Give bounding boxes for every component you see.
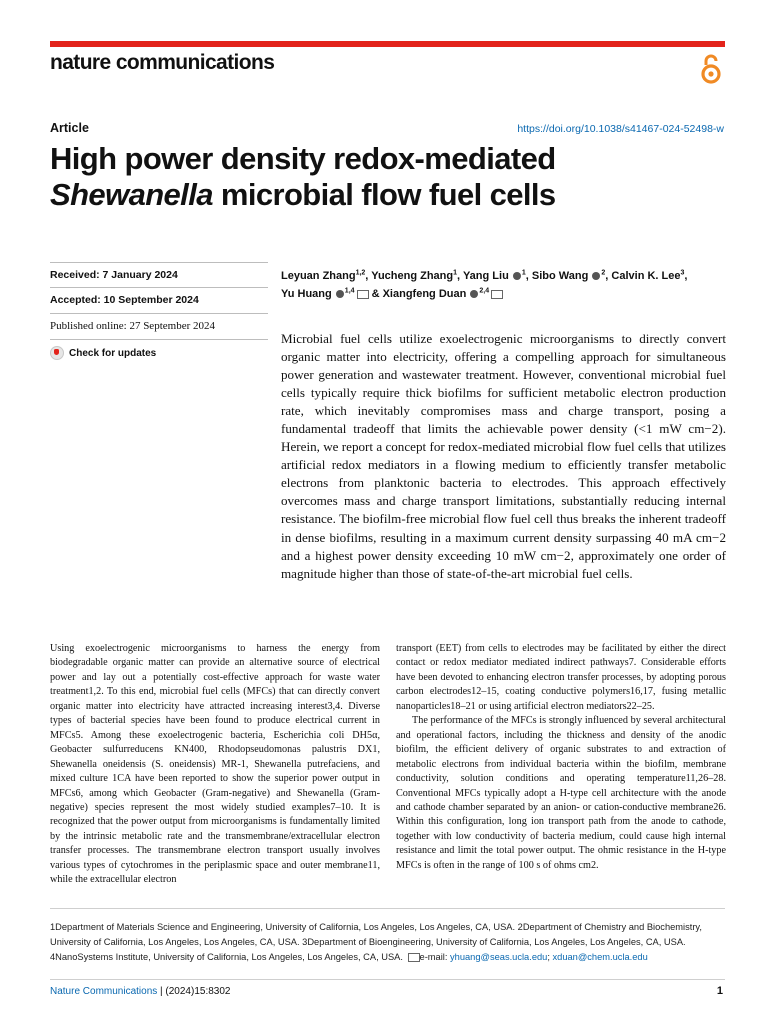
author-affil-sup: 2,4 (479, 287, 490, 295)
affiliation-line: 1Department of Materials Science and Engineering, University of California, Los Angeles, Los Angeles, CA, USA. 2Department of Chemistry and Biochemistry, (50, 922, 702, 932)
email-label: e-mail: (419, 952, 451, 962)
affiliation-divider (50, 908, 725, 909)
title-line-2 (50, 177, 730, 213)
author-affil-sup: 1 (453, 269, 458, 277)
meta-divider (50, 339, 268, 340)
footer-volume: | (2024)15:8302 (157, 986, 231, 997)
orcid-icon[interactable] (336, 290, 344, 298)
body-paragraph: Using exoelectrogenic microorganisms to harness the energy from biodegradable organic matter can provide an alternative source of electrical power and lay out a potentially cost-effective approach for waste water treatment1,2. To this end, microbial fuel cells (MFCs) that can directly convert organic matter into electricity have attracted increasing interest3,4. Diverse types of bacterial species have been found to produce electrical current in MFCs5. Among these exoelectrogenic bacteria, Escherichia coli DH5α, Geobacter sulfurreducens KN400, Rhodopseudomonas palustris DX1, Shewanella oneidensis (S. oneidensis) MR-1, Shewanella putrefaciens, and mixed culture 1CA have been reported to show the superior power output in MFCs6, among which Geobacter (Gram-negative) and Shewanella (Gram-negative) species represent the most widely studied examples7–10. It is recognized that the power output from microorganisms is fundamentally limited by the intrinsic metabolic rate and the transmembrane/extracellular electron transfer processes. The transmembrane electron transport usually involves various types of cytochromes in the periplasmic space and outer membrane11, while the extracellular electron (50, 643, 380, 886)
body-paragraph: transport (EET) from cells to electrodes may be facilitated by either the direct contact or redox mediator mediated indirect pathways7. Considerable efforts have been devoted to enhancing electron transfer processes, by adopting porous carbon electrodes12–15, coating conductive polymers16,17, fusing metallic nanoparticles18–21 or using artificial electron mediators22–25. (396, 643, 726, 712)
article-type-label: Article (50, 121, 89, 135)
page-number: 1 (716, 985, 723, 997)
author-affil-sup: 1,2 (355, 269, 366, 277)
open-access-icon[interactable] (700, 53, 722, 85)
affiliation-line: University of California, Los Angeles, Los Angeles, CA, USA. 3Department of Bioengineering, University of California, Los Angeles, Los Angeles, CA, USA. (50, 937, 686, 947)
crossmark-icon (50, 346, 64, 360)
meta-divider (50, 313, 268, 314)
orcid-icon[interactable] (513, 272, 521, 280)
accepted-date: Accepted: 10 September 2024 (50, 294, 199, 306)
email-separator: ; (547, 952, 553, 962)
author-affil-sup: 2 (601, 269, 606, 277)
email-icon[interactable] (357, 290, 369, 299)
affiliation-line (50, 950, 730, 965)
author-name[interactable]: Leyuan Zhang (281, 270, 356, 282)
body-paragraph: The performance of the MFCs is strongly influenced by several architectural and operational factors, including the thickness and density of the anodic biofilm, the efficient delivery of organic substrates to and extraction of metabolic electrons from individual bacteria within the biofilm, membrane conductivity, solution conditions and operating temperature11,26–28. Conventional MFCs typically adopt a H-type cell architecture with the anode and cathode chamber separated by an anion- or cation-conductive membrane26. Within this configuration, long ion transport path from the anode to cathode, together with low conductivity of bacteria medium, could cause high internal resistance and limit the total power output. The ohmic resistance in the H-type MFCs is often in the range of 100 s of ohms cm2. (396, 715, 726, 871)
email-link[interactable]: xduan@chem.ucla.edu (552, 952, 648, 962)
header-accent-bar (50, 41, 725, 47)
author-name[interactable]: Sibo Wang (531, 270, 589, 282)
title-species: Shewanella (50, 177, 213, 212)
author-name[interactable]: & Xiangfeng Duan (371, 288, 467, 300)
published-date: Published online: 27 September 2024 (50, 320, 215, 332)
article-title (50, 141, 730, 213)
footer-citation (50, 986, 230, 997)
email-icon[interactable] (491, 290, 503, 299)
title-line-2-rest: microbial flow fuel cells (212, 177, 556, 212)
abstract-text: Microbial fuel cells utilize exoelectrogenic microorganisms to directly convert organic matter into electricity, offering a compelling approach for simultaneous power generation and wastewater treatment. However, conventional microbial fuel cells typically require thick biofilms for sufficient metabolic electron production rate, which inevitably compromises mass and charge transport, posing a fundamental tradeoff that limits the achievable power density (<1 mW cm−2). Herein, we report a concept for redox-mediated microbial flow fuel cells that utilizes artificial redox mediators in a flowing medium to efficiently transfer metabolic electrons from planktonic bacteria to electrodes. This approach effectively overcomes mass and charge transport limitations, substantially reducing internal resistance. The biofilm-free microbial flow fuel cell thus breaks the inherent tradeoff in dense biofilms, resulting in a maximum current density surpassing 40 mA cm−2 and a highest power density exceeding 10 mW cm−2, approximately one order of magnitude higher than those of state-of-the-art microbial fuel cells. (281, 331, 726, 581)
footer-journal-link[interactable]: Nature Communications (50, 986, 158, 997)
author-name[interactable]: Yu Huang (281, 288, 332, 300)
orcid-icon[interactable] (592, 272, 600, 280)
orcid-icon[interactable] (470, 290, 478, 298)
body-column-right (396, 642, 726, 873)
received-date: Received: 7 January 2024 (50, 269, 178, 281)
check-for-updates-button[interactable] (50, 346, 156, 360)
email-link[interactable]: yhuang@seas.ucla.edu (450, 952, 548, 962)
title-line-1: High power density redox-mediated (50, 141, 556, 176)
affiliations (50, 920, 730, 965)
check-for-updates-label: Check for updates (69, 347, 157, 359)
meta-divider (50, 262, 268, 263)
author-affil-sup: 3 (680, 269, 685, 277)
footer-divider (50, 979, 725, 980)
email-icon (408, 953, 420, 962)
author-affil-sup: 1,4 (344, 287, 355, 295)
meta-divider (50, 287, 268, 288)
journal-name: nature communications (50, 51, 275, 74)
author-name[interactable]: Yang Liu (462, 270, 509, 282)
author-name[interactable]: Calvin K. Lee (611, 270, 681, 282)
author-list: Leyuan Zhang$^{1,2}$, Yucheng Zhang$^1$, Yang Liu $^1$, Sibo Wang $^2$, Calvin K. Lee$^3$, Yu Huang $^{1,4}$ & Xiangfeng Duan $^{2,4}$ (281, 269, 688, 300)
doi-link[interactable]: https://doi.org/10.1038/s41467-024-52498-w (517, 123, 724, 135)
body-column-left (50, 642, 380, 888)
author-name[interactable]: Yucheng Zhang (371, 270, 454, 282)
author-affil-sup: 1 (521, 269, 526, 277)
affiliation-text: 4NanoSystems Institute, University of California, Los Angeles, Los Angeles, CA, USA. (50, 952, 403, 962)
